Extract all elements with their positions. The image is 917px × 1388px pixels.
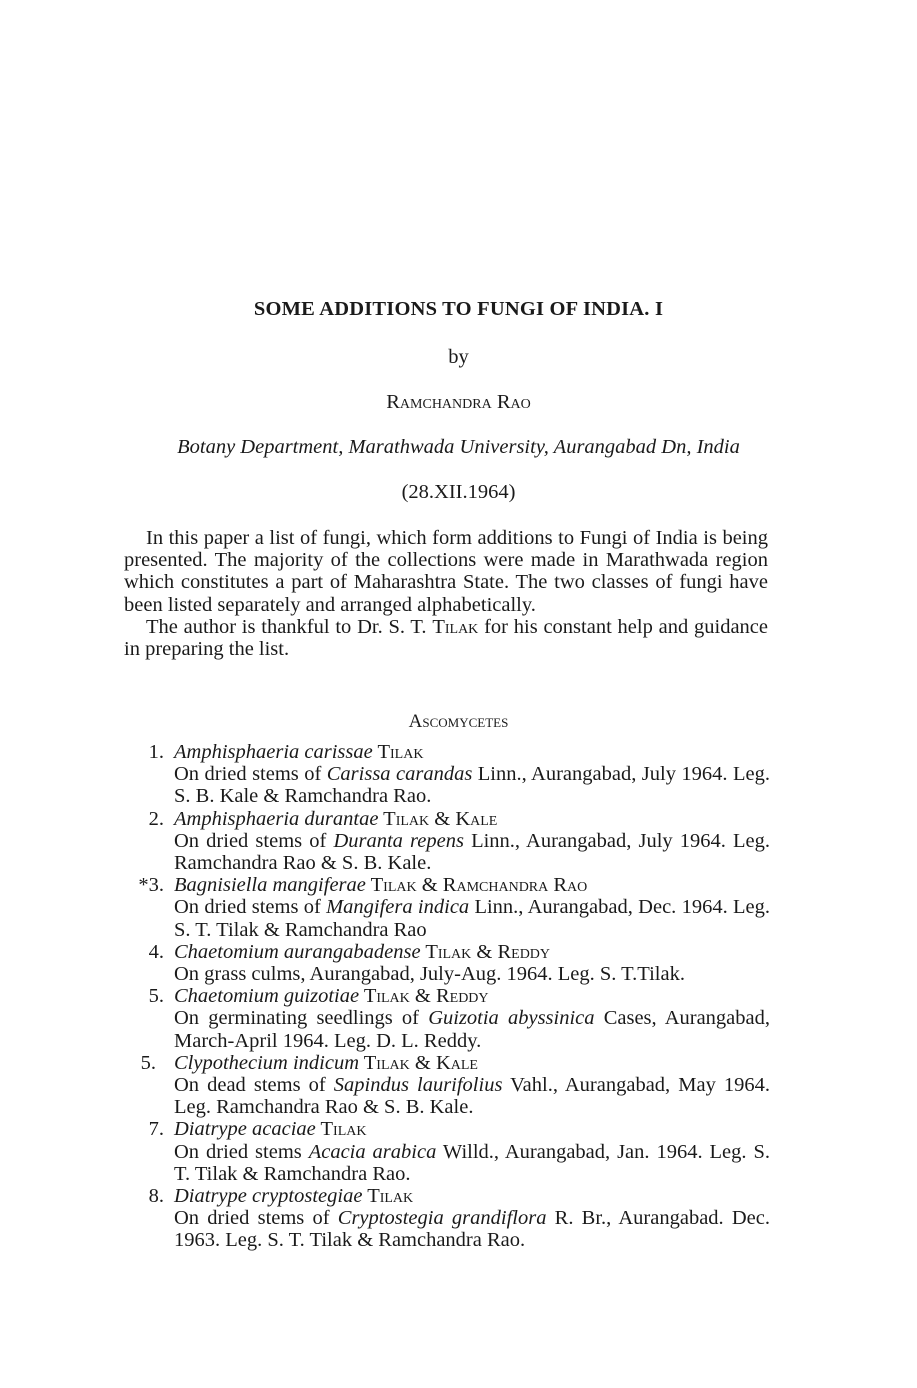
host-name: Sapindus laurifolius <box>333 1074 503 1097</box>
section-heading: Ascomycetes <box>408 711 509 732</box>
species-authority: Tilak & Reddy <box>359 985 489 1008</box>
entry-number: 1. <box>148 741 164 763</box>
collection-details: On dried stems of Mangifera indica Linn., Aurangabad, Dec. 1964. Leg. S. T. Tilak & Ramchandra Rao <box>174 896 770 941</box>
acknowledgement-start: The author is thankful to Dr. S. T. <box>146 615 433 638</box>
list-item <box>124 1185 770 1252</box>
entry-number: *3. <box>138 874 164 897</box>
species-name: Chaetomium guizotiae <box>174 985 360 1008</box>
paper-title: SOME ADDITIONS TO FUNGI OF INDIA. I <box>253 298 664 320</box>
collection-details: On dried stems of Cryptostegia grandiflora R. Br., Aurangabad. Dec. 1963. Leg. S. T. Tilak & Ramchandra Rao. <box>174 1207 770 1252</box>
collection-details: On dried stems of Carissa carandas Linn., Aurangabad, July 1964. Leg. S. B. Kale & Ramchandra Rao. <box>174 763 770 808</box>
collection-details: On dead stems of Sapindus laurifolius Vahl., Aurangabad, May 1964. Leg. Ramchandra Rao & S. B. Kale. <box>174 1074 770 1119</box>
species-name: Clypothecium indicum <box>174 1051 360 1074</box>
species-name: Amphisphaeria carissae <box>174 741 373 763</box>
species-name: Chaetomium aurangabadense <box>174 940 421 963</box>
acknowledgement-name: Tilak <box>432 615 479 638</box>
abstract-paragraph-2 <box>124 616 768 660</box>
species-authority: Tilak & Kale <box>378 807 498 830</box>
list-item <box>124 1118 770 1185</box>
species-authority: Tilak <box>315 1118 367 1141</box>
list-item <box>124 941 770 985</box>
author-name: Ramchandra Rao <box>386 391 531 413</box>
species-name: Diatrype cryptostegiae <box>174 1185 363 1208</box>
byline: by <box>448 346 469 368</box>
list-item <box>124 741 770 808</box>
species-name: Bagnisiella mangiferae <box>174 874 366 897</box>
species-name: Diatrype acaciae <box>174 1118 316 1141</box>
collection-details: On germinating seedlings of Guizotia abyssinica Cases, Aurangabad, March-April 1964. Leg. D. L. Reddy. <box>174 1007 771 1052</box>
species-authority: Tilak <box>362 1185 414 1208</box>
collection-details: On grass culms, Aurangabad, July-Aug. 1964. Leg. S. T.Tilak. <box>174 963 685 986</box>
list-item <box>124 874 770 941</box>
collection-details: On dried stems of Duranta repens Linn., Aurangabad, July 1964. Leg. Ramchandra Rao & S. B. Kale. <box>174 829 771 875</box>
host-name: Acacia arabica <box>308 1140 437 1163</box>
acknowledgement-end: for his constant help and guidance in preparing the list. <box>124 615 768 661</box>
entry-number: 4. <box>148 940 164 963</box>
host-name: Carissa carandas <box>326 763 473 786</box>
host-name: Mangifera indica <box>326 896 470 919</box>
host-name: Cryptostegia grandiflora <box>337 1207 547 1230</box>
species-authority: Tilak & Reddy <box>420 940 551 963</box>
abstract <box>124 527 768 660</box>
entry-number: 2. <box>148 807 164 830</box>
host-name: Guizotia abyssinica <box>428 1007 595 1030</box>
affiliation: Botany Department, Marathwada University, Aurangabad Dn, India <box>177 436 740 458</box>
abstract-paragraph-1: In this paper a list of fungi, which form additions to Fungi of India is being presented. The majority of the collections were made in Marathwada region which constitutes a part of Maharashtra State. The two classes of fungi have been listed separately and arranged alphabetically. <box>124 527 768 616</box>
species-name: Amphisphaeria durantae <box>174 807 379 830</box>
species-authority: Tilak & Kale <box>359 1051 478 1074</box>
species-authority: Tilak <box>372 741 424 763</box>
list-item <box>124 985 770 1052</box>
entry-number: 5. <box>140 1051 156 1074</box>
collection-details: On dried stems Acacia arabica Willd., Aurangabad, Jan. 1964. Leg. S. T. Tilak & Ramchandra Rao. <box>174 1140 771 1185</box>
entry-number: 7. <box>148 1118 164 1141</box>
host-name: Duranta repens <box>333 829 464 852</box>
received-date: (28.XII.1964) <box>401 481 516 503</box>
species-list <box>124 741 770 1252</box>
entry-number: 5. <box>148 985 164 1008</box>
entry-number: 8. <box>148 1185 164 1208</box>
species-authority: Tilak & Ramchandra Rao <box>365 874 588 897</box>
list-item <box>124 1052 770 1119</box>
list-item <box>124 808 770 875</box>
